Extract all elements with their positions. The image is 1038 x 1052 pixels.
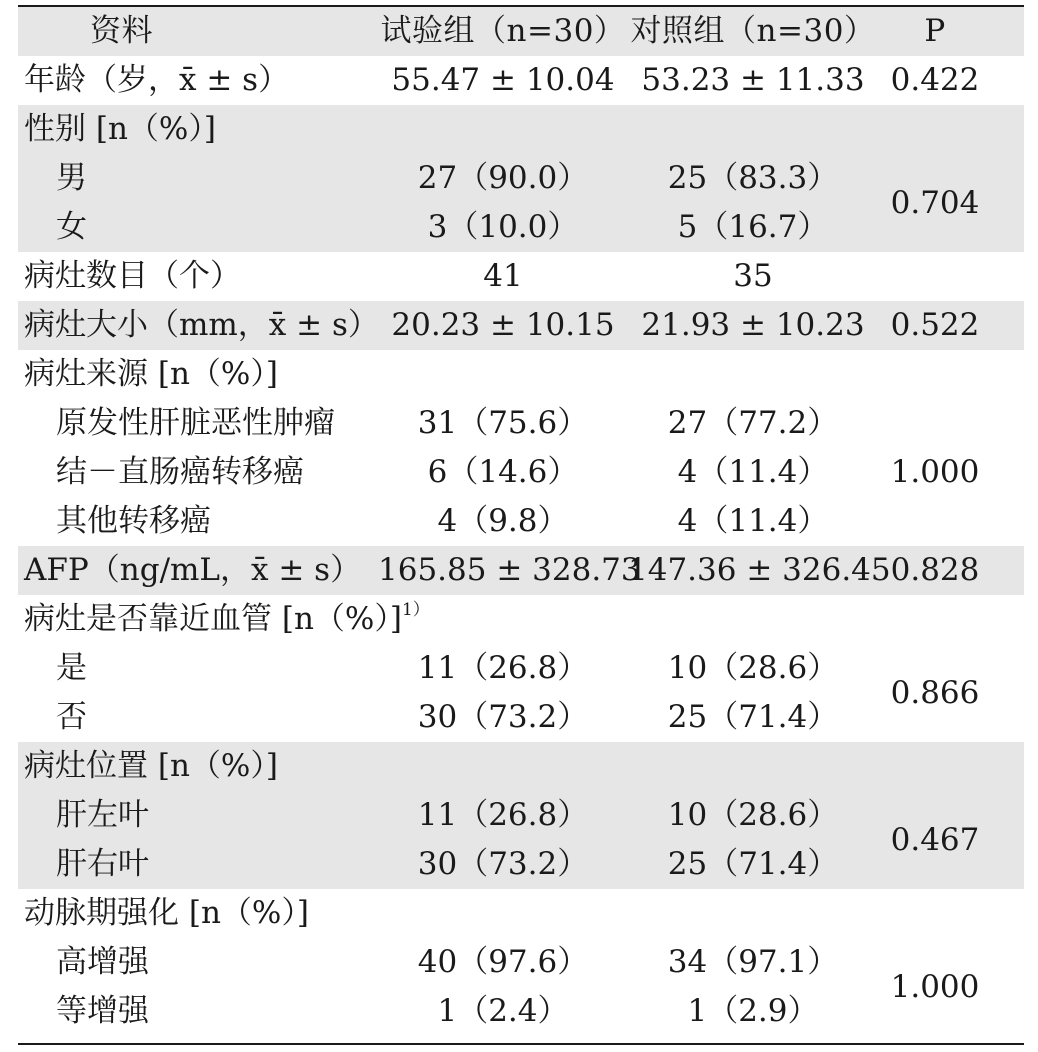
table-row-afp [18, 546, 1024, 595]
row-label-wrap [24, 595, 430, 644]
row-label: 病灶大小（mm，x̄ ± s） [24, 307, 379, 343]
row-label: 肝右叶 [56, 846, 149, 882]
test-group-value: 165.85 ± 328.73 [378, 552, 641, 588]
row-label: 病灶数目（个） [24, 258, 241, 294]
table-row-left-lobe [18, 791, 1024, 858]
test-group-value: 40（97.6） [417, 944, 589, 980]
table-row-age [18, 56, 1024, 105]
header-col-control-group: 对照组（n=30） [630, 13, 876, 49]
row-label: 其他转移癌 [56, 503, 211, 539]
row-label: 肝左叶 [56, 797, 149, 833]
test-group-value: 6（14.6） [427, 454, 579, 490]
table-row-right-lobe [18, 840, 1024, 889]
table-row-near-vessel [18, 595, 1024, 644]
row-label: 等增强 [56, 993, 149, 1029]
table-row-iso [18, 987, 1024, 1036]
test-group-value: 3（10.0） [427, 209, 579, 245]
test-group-value: 20.23 ± 10.15 [391, 307, 615, 343]
row-label: 结－直肠癌转移癌 [56, 454, 304, 490]
table-row-lesion-count [18, 252, 1024, 301]
row-label: 高增强 [56, 944, 149, 980]
control-group-value: 35 [733, 258, 773, 294]
row-label: 女 [56, 209, 87, 245]
row-label: 男 [56, 160, 87, 196]
header-col-p: P [924, 13, 946, 49]
clinical-data-table [18, 7, 1024, 1036]
test-group-value: 31（75.6） [417, 405, 589, 441]
table-row-other-metastasis [18, 497, 1024, 546]
table-header-row [18, 7, 1024, 56]
test-group-value: 11（26.8） [417, 797, 589, 833]
p-value: 0.828 [890, 552, 980, 588]
control-group-value: 10（28.6） [667, 650, 839, 686]
header-col-item: 资料 [90, 13, 153, 49]
origin-block [18, 350, 1024, 546]
control-group-value: 10（28.6） [667, 797, 839, 833]
row-label: 病灶来源 [n（%）] [24, 356, 278, 392]
p-value: 0.467 [890, 822, 980, 858]
row-label: 否 [56, 699, 87, 735]
p-value: 0.704 [890, 185, 980, 221]
control-group-value: 25（83.3） [667, 160, 839, 196]
test-group-value: 55.47 ± 10.04 [391, 62, 615, 98]
p-value: 1.000 [890, 454, 980, 490]
control-group-value: 21.93 ± 10.23 [641, 307, 865, 343]
p-value: 0.422 [890, 62, 980, 98]
p-value: 0.522 [890, 307, 980, 343]
row-label: 病灶位置 [n（%）] [24, 748, 278, 784]
test-group-value: 27（90.0） [417, 160, 589, 196]
row-label: 年龄（岁，x̄ ± s） [24, 62, 290, 98]
test-group-value: 4（9.8） [437, 503, 569, 539]
table-row-position [18, 742, 1024, 791]
near-vessel-block [18, 595, 1024, 742]
row-label: 病灶是否靠近血管 [n（%）] [24, 601, 402, 637]
test-group-value: 1（2.4） [437, 993, 569, 1029]
row-label: 是 [56, 650, 87, 686]
table-row-origin [18, 350, 1024, 399]
table-row-male [18, 154, 1024, 221]
row-label: 性别 [n（%）] [24, 111, 216, 147]
position-block [18, 742, 1024, 889]
table-row-primary-liver [18, 399, 1024, 448]
table-bottom-rule [18, 1043, 1024, 1045]
control-group-value: 1（2.9） [687, 993, 819, 1029]
control-group-value: 34（97.1） [667, 944, 839, 980]
control-group-value: 25（71.4） [667, 699, 839, 735]
header-col-test-group: 试验组（n=30） [380, 13, 626, 49]
control-group-value: 27（77.2） [667, 405, 839, 441]
table-row-vessel-no [18, 693, 1024, 742]
row-label: AFP（ng/mL，x̄ ± s） [24, 552, 362, 588]
control-group-value: 5（16.7） [677, 209, 829, 245]
table-row-colorectal [18, 448, 1024, 497]
control-group-value: 53.23 ± 11.33 [641, 62, 865, 98]
sex-block [18, 105, 1024, 252]
test-group-value: 41 [483, 258, 523, 294]
row-label: 动脉期强化 [n（%）] [24, 895, 309, 931]
control-group-value: 147.36 ± 326.45 [628, 552, 891, 588]
test-group-value: 11（26.8） [417, 650, 589, 686]
table-row-hyper [18, 938, 1024, 1005]
table-row-vessel-yes [18, 644, 1024, 711]
test-group-value: 30（73.2） [417, 846, 589, 882]
table-row-sex [18, 105, 1024, 154]
row-label: 原发性肝脏恶性肿瘤 [56, 405, 335, 441]
table-row-lesion-size [18, 301, 1024, 350]
footnote-marker: 1） [401, 600, 430, 620]
p-value: 0.866 [890, 675, 980, 711]
test-group-value: 30（73.2） [417, 699, 589, 735]
control-group-value: 25（71.4） [667, 846, 839, 882]
table-row-arterial [18, 889, 1024, 938]
control-group-value: 4（11.4） [677, 503, 829, 539]
control-group-value: 4（11.4） [677, 454, 829, 490]
p-value: 1.000 [890, 969, 980, 1005]
arterial-block [18, 889, 1024, 1036]
table-row-female [18, 203, 1024, 252]
